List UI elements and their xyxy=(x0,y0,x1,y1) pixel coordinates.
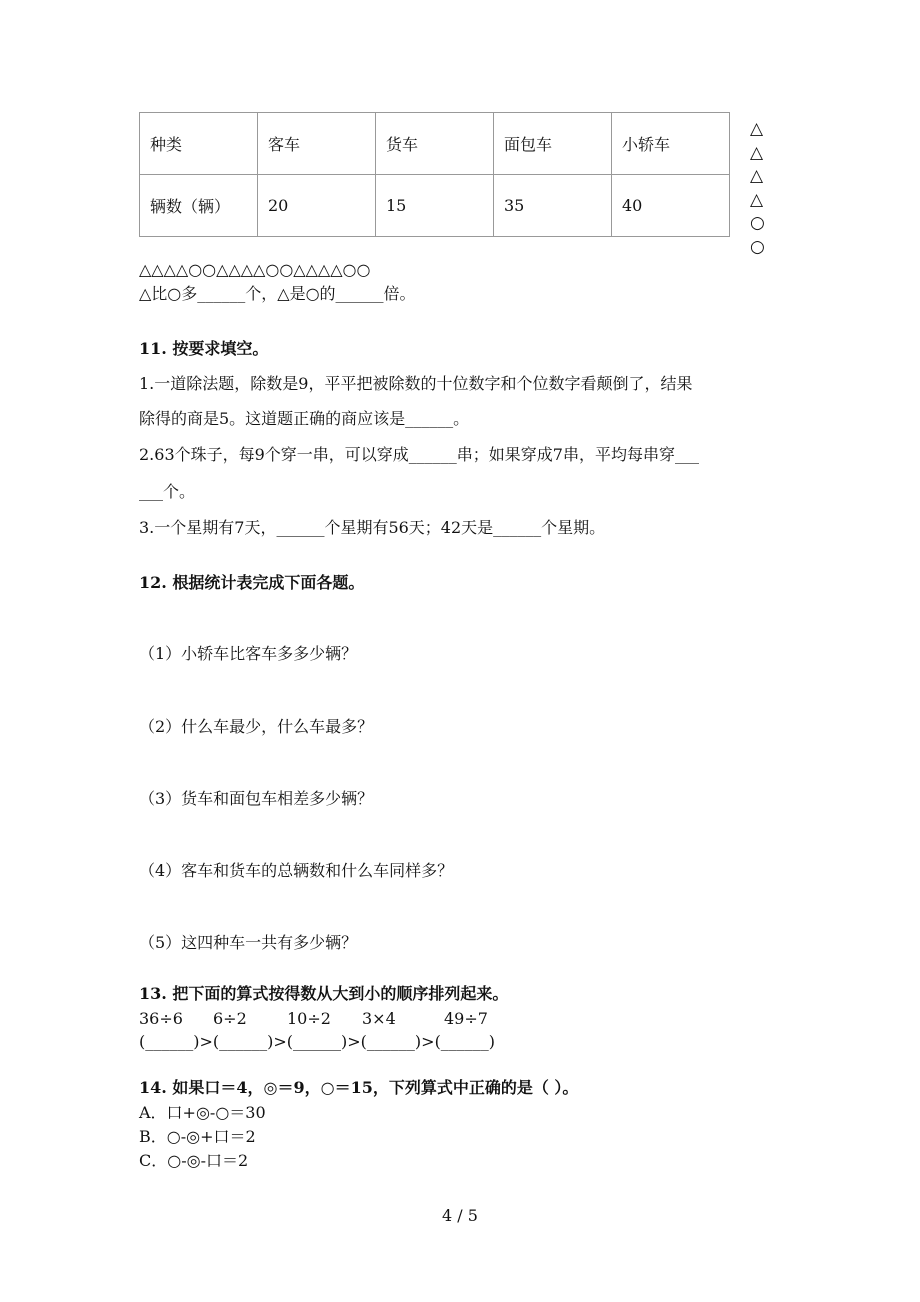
q14-title: 14. 如果口＝4，◎＝9，○＝15，下列算式中正确的是（ ）。 xyxy=(139,1078,579,1097)
table-header-row xyxy=(140,113,730,175)
table-cell: 20 xyxy=(258,175,376,237)
table-cell: 小轿车 xyxy=(612,113,730,175)
q11-line: 3.一个星期有7天，______个星期有56天；42天是______个星期。 xyxy=(139,518,606,537)
q13-expression: 36÷6 xyxy=(139,1009,183,1028)
table-cell: 面包车 xyxy=(494,113,612,175)
q11-line: 1.一道除法题，除数是9，平平把被除数的十位数字和个位数字看颠倒了，结果 xyxy=(139,374,693,393)
shape-row: △△△△○○△△△△○○△△△△○○ xyxy=(139,260,371,279)
shape-glyph: △ xyxy=(750,189,764,210)
q13-expression: 49÷7 xyxy=(444,1009,488,1028)
q13-expression: 6÷2 xyxy=(213,1009,247,1028)
q13-title: 13. 把下面的算式按得数从大到小的顺序排列起来。 xyxy=(139,984,509,1003)
q12-item: （5）这四种车一共有多少辆？ xyxy=(139,933,358,952)
q14-option-c: C．○-◎-口＝2 xyxy=(139,1151,249,1170)
vehicle-stat-table xyxy=(139,112,730,237)
table-cell: 辆数（辆） xyxy=(140,175,258,237)
shape-glyph: △ xyxy=(750,142,764,163)
q11-title: 11. 按要求填空。 xyxy=(139,339,269,358)
shape-glyph: ○ xyxy=(750,236,765,257)
shape-glyph: △ xyxy=(750,119,764,139)
table-cell: 货车 xyxy=(376,113,494,175)
table-row xyxy=(140,175,730,237)
q13-answer-blanks: (______)>(______)>(______)>(______)>(______) xyxy=(139,1032,496,1051)
shape-column xyxy=(750,118,765,259)
shape-glyph: △ xyxy=(750,166,764,186)
q11-line: 除得的商是5。这道题正确的商应该是______。 xyxy=(139,409,470,428)
q11-line: 2.63个珠子，每9个穿一串，可以穿成______串；如果穿成7串，平均每串穿___ xyxy=(139,445,699,464)
q14-option-a: A．口+◎-○＝30 xyxy=(139,1103,266,1122)
table-cell: 40 xyxy=(612,175,730,237)
q12-item: （3）货车和面包车相差多少辆？ xyxy=(139,789,374,808)
q12-item: （1）小轿车比客车多多少辆？ xyxy=(139,644,358,663)
table-cell: 客车 xyxy=(258,113,376,175)
q12-item: （4）客车和货车的总辆数和什么车同样多？ xyxy=(139,861,454,880)
table-cell: 种类 xyxy=(140,113,258,175)
page-number: 4 / 5 xyxy=(442,1206,478,1225)
q12-item: （2）什么车最少，什么车最多？ xyxy=(139,717,374,736)
q13-expression: 3×4 xyxy=(362,1009,396,1028)
table-cell: 35 xyxy=(494,175,612,237)
q13-expression: 10÷2 xyxy=(287,1009,331,1028)
q12-title: 12. 根据统计表完成下面各题。 xyxy=(139,573,365,592)
shape-glyph: ○ xyxy=(750,213,765,233)
q14-option-b: B．○-◎+口＝2 xyxy=(139,1127,256,1146)
q11-line: ___个。 xyxy=(139,482,196,501)
q10-fill-line: △比○多______个，△是○的______倍。 xyxy=(139,284,416,303)
table-cell: 15 xyxy=(376,175,494,237)
